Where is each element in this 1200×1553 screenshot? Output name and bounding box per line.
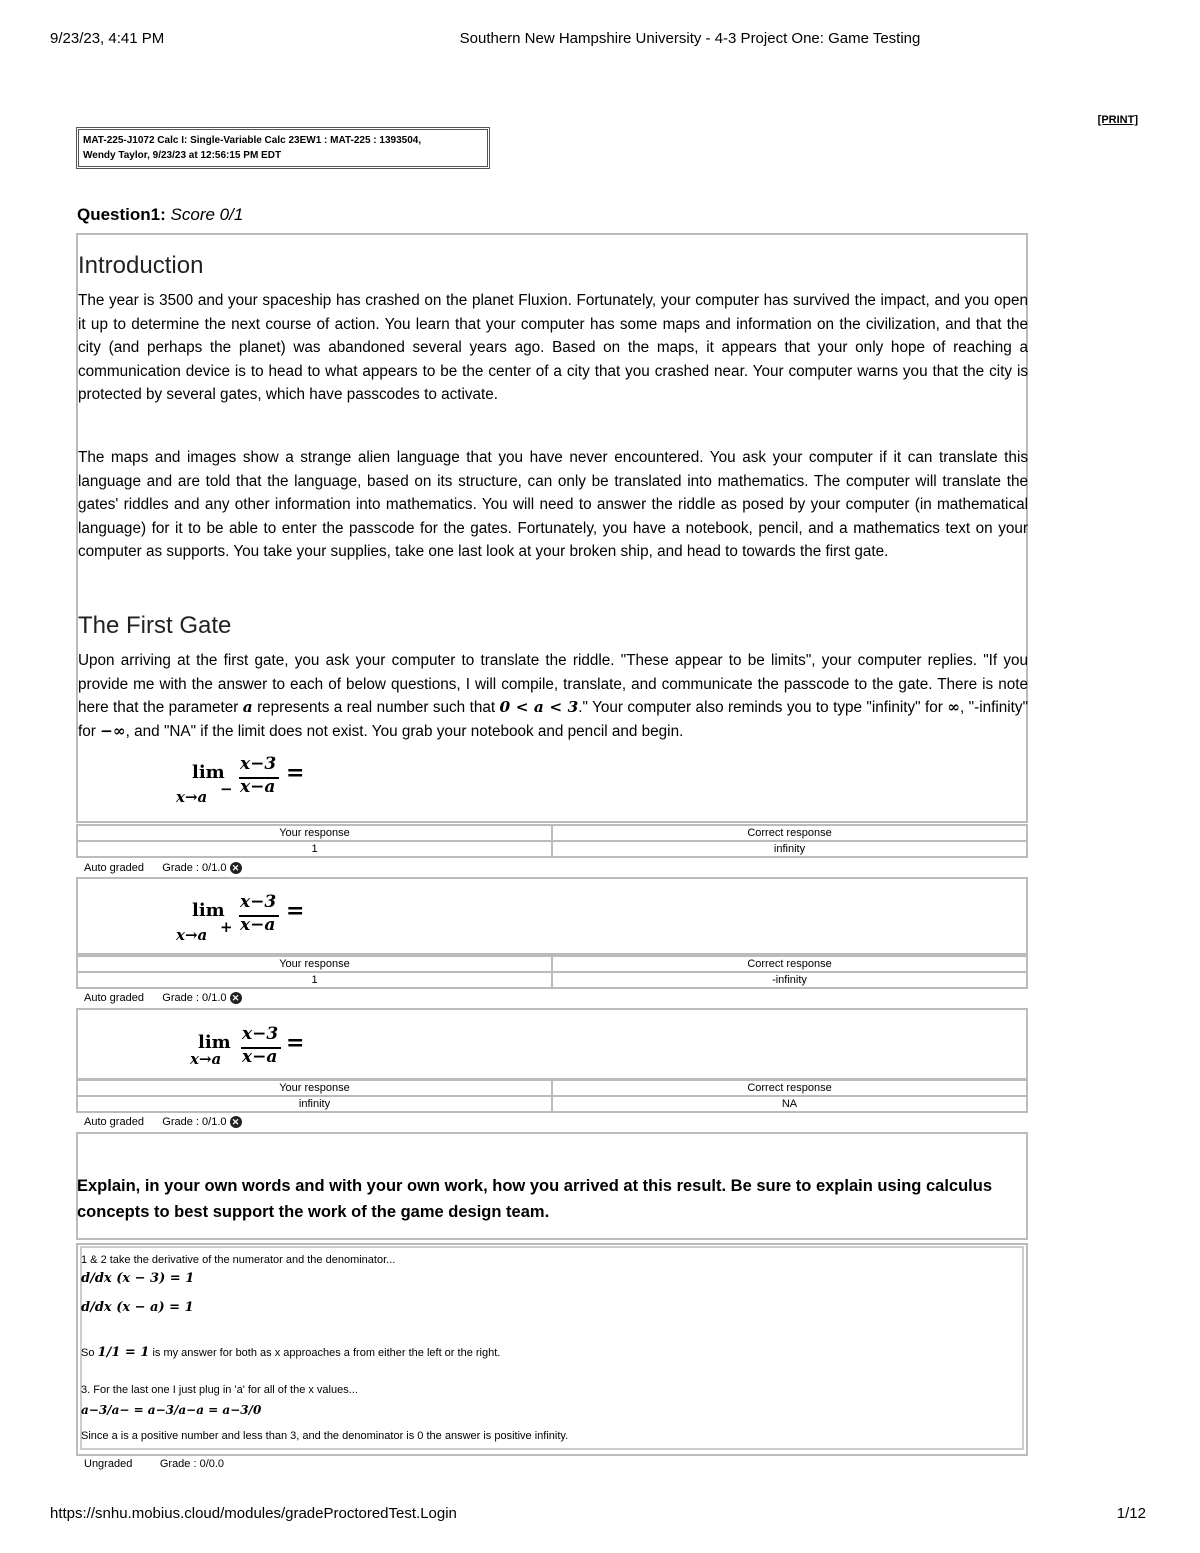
lim-operator: lim	[192, 900, 225, 921]
section-heading-introduction: Introduction	[78, 252, 204, 279]
derivative-2: d/dx (x − a) = 1	[81, 1300, 194, 1315]
lim-denominator: x−a	[240, 915, 276, 935]
your-response-header: Your response	[77, 825, 552, 841]
question-label: Question1:	[77, 205, 166, 224]
intro-paragraph-2: The maps and images show a strange alien language that you have never encountered. You ask your computer if it can translate this language and are told that the language, based on its structure, can only be translated into mathematics. The computer will translate the gates' riddles and any other information into mathematics. You will need to answer the riddle as posed by your computer (in mathematical language) for it to be able to enter the passcode for the gates. Fortunately, you have a notebook, pencil, and a mathematics text on your computer as supports. You take your supplies, take one last look at your broken ship, and head to towards the first gate.	[78, 449, 1028, 560]
work-line-1: 1 & 2 take the derivative of the numerator and the denominator...	[81, 1254, 396, 1266]
correct-response-header: Correct response	[552, 956, 1027, 972]
so-text: is my answer for both as x approaches a from either the left or the right.	[152, 1347, 501, 1359]
grade-value: Grade : 0/1.0	[162, 862, 227, 874]
response-table-1	[76, 824, 1028, 858]
question-score: Score 0/1	[170, 205, 244, 224]
correct-response-header: Correct response	[552, 1080, 1027, 1096]
grade-line-2	[84, 992, 242, 1004]
equals-sign: =	[286, 1030, 305, 1056]
auto-graded-label: Auto graded	[84, 992, 144, 1004]
lim-operator: lim	[192, 762, 225, 783]
student-info-line: Wendy Taylor, 9/23/23 at 12:56:15 PM EDT	[83, 150, 282, 161]
gate-text-c: ." Your computer also reminds you to type "infinity" for	[578, 699, 948, 716]
lim-subscript: x→a	[176, 788, 208, 806]
grade-line-1	[84, 862, 242, 874]
your-response-value: infinity	[77, 1096, 552, 1112]
grade-value: Grade : 0/1.0	[162, 1116, 227, 1128]
lim-denominator: x−a	[242, 1047, 278, 1067]
print-page-number: 1/12	[1116, 1505, 1146, 1522]
your-response-header: Your response	[77, 956, 552, 972]
fraction-substitution: a−3/a− = a−3/a−a = a−3/0	[81, 1403, 262, 1417]
correct-response-value: NA	[552, 1096, 1027, 1112]
lim-subscript: x→a	[190, 1050, 222, 1068]
response-table-2	[76, 955, 1028, 989]
equals-sign: =	[286, 898, 305, 924]
response-table-3	[76, 1079, 1028, 1113]
equals-sign: =	[286, 760, 305, 786]
lim-numerator: x−3	[240, 754, 277, 774]
param-a-math: a	[242, 698, 253, 716]
grade-line-3	[84, 1116, 242, 1128]
correct-response-value: infinity	[552, 841, 1027, 857]
section-heading-first-gate: The First Gate	[78, 612, 232, 639]
explain-prompt: Explain, in your own words and with your own work, how you arrived at this result. Be sure to explain using calculus concepts to best support the work of the game design team.	[77, 1177, 992, 1221]
lim-numerator: x−3	[242, 1024, 279, 1044]
question-title	[77, 205, 243, 225]
print-page-title: Southern New Hampshire University - 4-3 Project One: Game Testing	[459, 30, 921, 47]
grade-value: Grade : 0/0.0	[159, 1458, 225, 1470]
so-prefix: So	[81, 1347, 95, 1359]
correct-response-header: Correct response	[552, 825, 1027, 841]
print-link[interactable]: [PRINT]	[1097, 114, 1138, 126]
print-datetime: 9/23/23, 4:41 PM	[50, 30, 165, 47]
incorrect-icon: ✕	[230, 1116, 242, 1128]
lim-side-marker: −	[220, 780, 233, 798]
neg-infinity-math: −∞	[100, 721, 126, 740]
first-gate-paragraph	[78, 649, 1028, 743]
your-response-header: Your response	[77, 1080, 552, 1096]
course-info-box	[76, 127, 490, 169]
incorrect-icon: ✕	[230, 862, 242, 874]
course-info-line: MAT-225-J1072 Calc I: Single-Variable Calc 23EW1 : MAT-225 : 1393504,	[83, 135, 422, 146]
inequality-math: 0 < a < 3	[499, 698, 579, 716]
grade-value: Grade : 0/1.0	[162, 992, 227, 1004]
grade-line-work	[84, 1458, 224, 1470]
so-math: 1/1 = 1	[97, 1345, 150, 1360]
work-conclusion: Since a is a positive number and less than 3, and the denominator is 0 the answer is positive infinity.	[81, 1430, 569, 1442]
intro-paragraph-1: The year is 3500 and your spaceship has crashed on the planet Fluxion. Fortunately, your computer has survived the impact, and you open it up to determine the next course of action. You learn that your computer has some maps and information on the civilization, and that the city (and perhaps the planet) was abandoned several years ago. Based on the maps, it appears that your only hope of reaching a communication device is to head to what appears to be the center of a city that you crashed near. Your computer warns you that the city is protected by several gates, which have passcodes to activate.	[78, 292, 1028, 403]
ungraded-label: Ungraded	[84, 1458, 133, 1470]
your-response-value: 1	[77, 841, 552, 857]
lim-numerator: x−3	[240, 892, 277, 912]
lim-side-marker: +	[220, 918, 233, 936]
lim-operator: lim	[198, 1032, 231, 1053]
gate-text-e: , and "NA" if the limit does not exist. You grab your notebook and pencil and begin.	[125, 722, 684, 740]
lim-denominator: x−a	[240, 777, 276, 797]
derivative-1: d/dx (x − 3) = 1	[81, 1271, 195, 1286]
your-response-value: 1	[77, 972, 552, 988]
auto-graded-label: Auto graded	[84, 862, 144, 874]
work-so-line	[81, 1345, 500, 1360]
infinity-math: ∞	[947, 698, 961, 716]
gate-text-a: Upon arriving at the first gate, you ask your computer to translate the riddle. "These appear to be limits", your computer replies. "If you provide me with the answer to each of below questions, I will compile, translate, and communicate the passcode to the gate. There is note here that the parameter	[78, 652, 1028, 716]
correct-response-value: -infinity	[552, 972, 1027, 988]
work-line-3: 3. For the last one I just plug in 'a' for all of the x values...	[81, 1384, 358, 1396]
print-footer-url: https://snhu.mobius.cloud/modules/gradeProctoredTest.Login	[50, 1505, 457, 1522]
gate-text-d: , "-infinity" for	[78, 699, 1028, 740]
gate-text-b: represents a real number such that	[252, 699, 500, 716]
lim-subscript: x→a	[176, 926, 208, 944]
incorrect-icon: ✕	[230, 992, 242, 1004]
auto-graded-label: Auto graded	[84, 1116, 144, 1128]
